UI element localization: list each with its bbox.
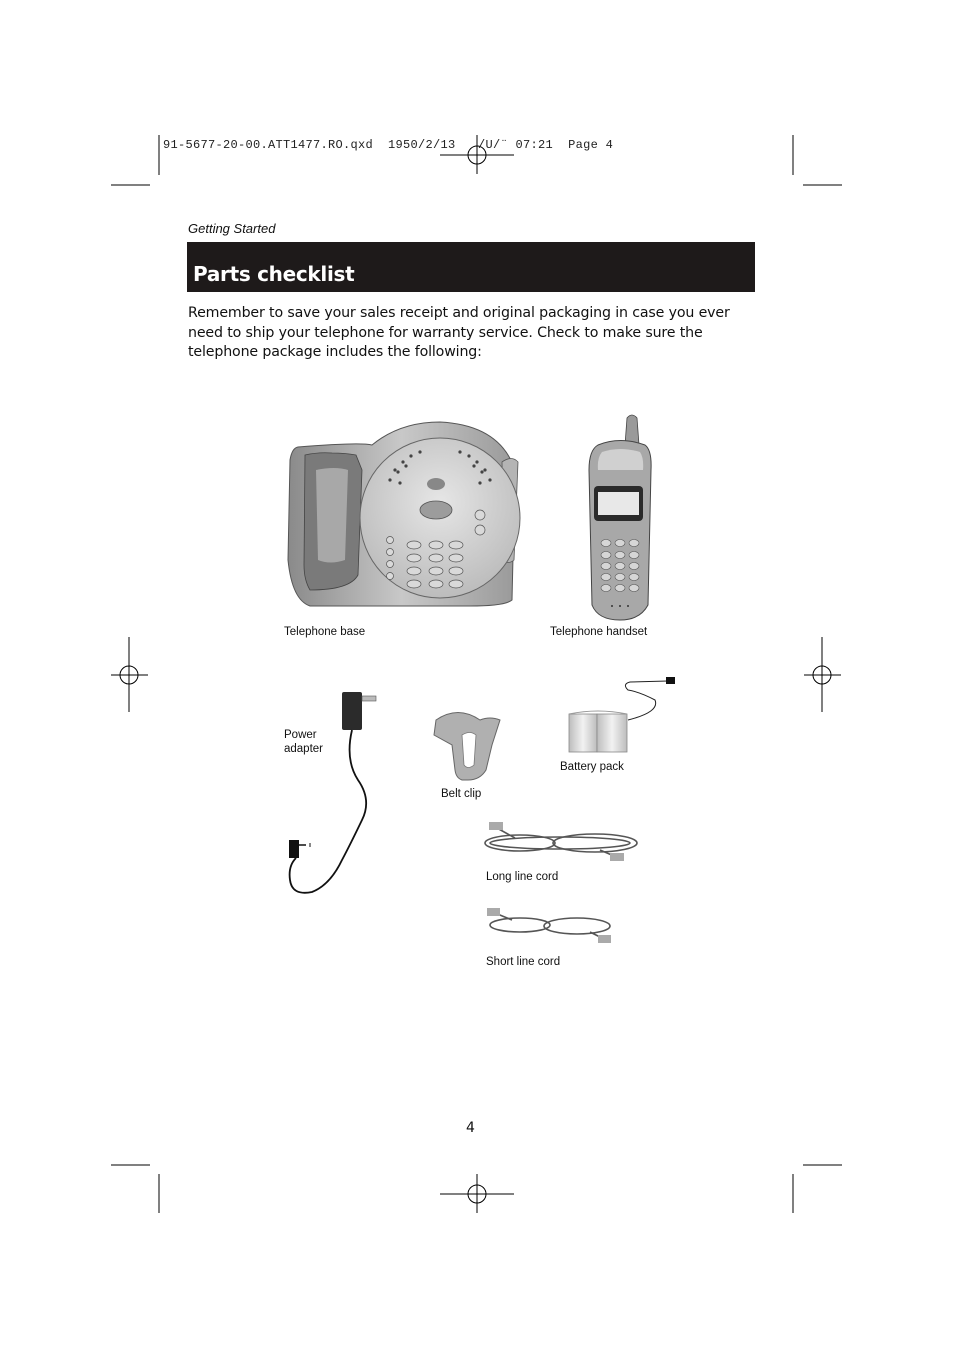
telephone-base-label: Telephone base [284, 626, 366, 638]
short-line-cord-label: Short line cord [486, 956, 561, 968]
long-line-cord-image [485, 822, 637, 861]
battery-pack-image [569, 677, 675, 752]
belt-clip-label: Belt clip [441, 788, 482, 800]
power-adapter-label-line2: adapter [284, 743, 324, 755]
power-adapter-image [289, 692, 376, 893]
page-number: 4 [466, 1120, 475, 1136]
telephone-handset-image [589, 415, 651, 620]
belt-clip-image [434, 713, 500, 781]
telephone-base-image [288, 422, 520, 606]
intro-paragraph: Remember to save your sales receipt and original packaging in case you ever need to ship your telephone for warranty service. Check to make sure the telephone package includes the following: [188, 305, 730, 360]
power-adapter-label-line1: Power [284, 729, 317, 741]
slug-line: 91-5677-20-00.ATT1477.RO.qxd 1950/2/13 /U/¨ 07:21 Page 4 [163, 138, 614, 152]
short-line-cord-image [487, 908, 611, 943]
telephone-handset-label: Telephone handset [550, 626, 648, 638]
long-line-cord-label: Long line cord [486, 871, 559, 883]
page-title: Parts checklist [193, 262, 355, 286]
section-title: Getting Started [188, 221, 276, 236]
battery-pack-label: Battery pack [560, 761, 624, 773]
